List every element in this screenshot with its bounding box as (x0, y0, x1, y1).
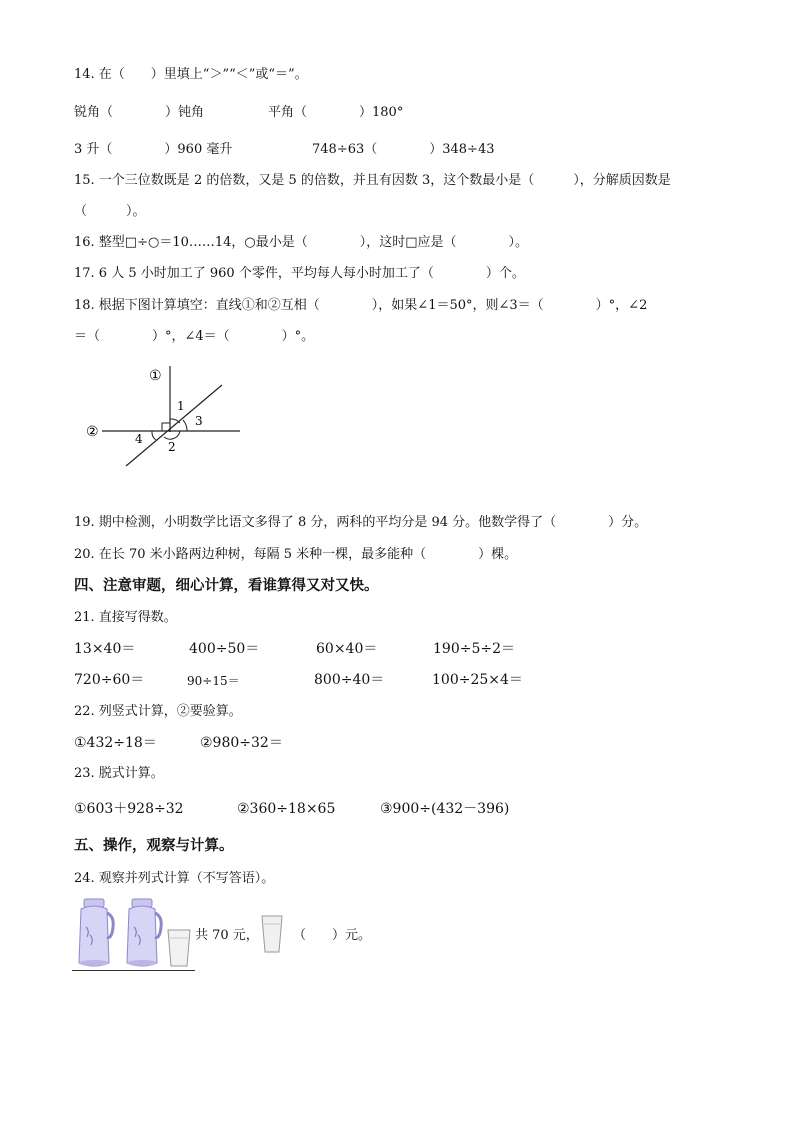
angle-3-arc (183, 420, 187, 431)
line-2-label: ② (86, 424, 99, 440)
angle-4-arc (152, 431, 156, 440)
q14-row1-right: 平角（ ）180° (268, 105, 404, 120)
glass-cup-icon-2 (260, 914, 284, 954)
angle-1-label: 1 (177, 399, 185, 413)
q22-heading: 22. 列竖式计算，②要验算。 (74, 704, 242, 719)
angle-3-label: 3 (195, 414, 203, 428)
thermos-bottle-icon (72, 897, 116, 969)
q22-item2: ②980÷32＝ (200, 735, 283, 751)
group-underline (72, 970, 195, 971)
q23-item3: ③900÷(432－396) (380, 801, 510, 817)
q23-item1: ①603＋928÷32 (74, 801, 184, 817)
q21-r1c1: 13×40＝ (74, 641, 136, 657)
q14-row2-right: 748÷63（ ）348÷43 (312, 142, 495, 157)
q18-line2: ＝（ ）°，∠4＝（ ）°。 (74, 329, 315, 344)
section-4-heading: 四、注意审题，细心计算，看谁算得又对又快。 (74, 578, 379, 594)
glass-cup-icon (166, 928, 192, 968)
q14-heading: 14. 在（ ）里填上“＞”“＜”或“＝”。 (74, 67, 308, 82)
q21-r1c2: 400÷50＝ (189, 641, 260, 657)
q23-item2: ②360÷18×65 (237, 801, 336, 817)
q21-r2c2: 90÷15＝ (187, 674, 240, 688)
q15-line2: （ ）。 (74, 204, 146, 219)
q19-text: 19. 期中检测，小明数学比语文多得了 8 分，两科的平均分是 94 分。他数学得了（ ）分。 (74, 515, 648, 530)
q21-r2c1: 720÷60＝ (74, 672, 145, 688)
q23-heading: 23. 脱式计算。 (74, 766, 164, 781)
q16-text: 16. 整型□÷○＝10……14，○最小是（ ），这时□应是（ ）。 (74, 235, 529, 250)
q21-heading: 21. 直接写得数。 (74, 610, 177, 625)
angle-2-label: 2 (168, 440, 176, 454)
q24-total-text: 共 70 元， (195, 928, 259, 943)
angle-4-label: 4 (135, 432, 143, 446)
q14-row2-left: 3 升（ ）960 毫升 (74, 142, 233, 157)
q24-heading: 24. 观察并列式计算（不写答语）。 (74, 871, 275, 886)
lines-angle-figure (80, 362, 260, 472)
q21-r1c3: 60×40＝ (316, 641, 378, 657)
q18-line1: 18. 根据下图计算填空：直线①和②互相（ ），如果∠1＝50°，则∠3＝（ ）°，∠2 (74, 298, 648, 313)
section-5-heading: 五、操作，观察与计算。 (74, 838, 234, 854)
q22-item1: ①432÷18＝ (74, 735, 157, 751)
q20-text: 20. 在长 70 米小路两边种树，每隔 5 米种一棵，最多能种（ ）棵。 (74, 547, 518, 562)
q15-line1: 15. 一个三位数既是 2 的倍数，又是 5 的倍数，并且有因数 3，这个数最小是（ ），分解质因数是 (74, 173, 671, 188)
q21-r2c4: 100÷25×4＝ (432, 672, 523, 688)
q21-r2c3: 800÷40＝ (314, 672, 385, 688)
q14-row1-left: 锐角（ ）钝角 (74, 105, 205, 120)
thermos-bottle-icon-2 (120, 897, 164, 969)
q24-answer-text: （ ）元。 (293, 928, 372, 943)
line-1-label: ① (149, 368, 162, 384)
q17-text: 17. 6 人 5 小时加工了 960 个零件，平均每人每小时加工了（ ）个。 (74, 266, 525, 281)
q21-r1c4: 190÷5÷2＝ (433, 641, 515, 657)
